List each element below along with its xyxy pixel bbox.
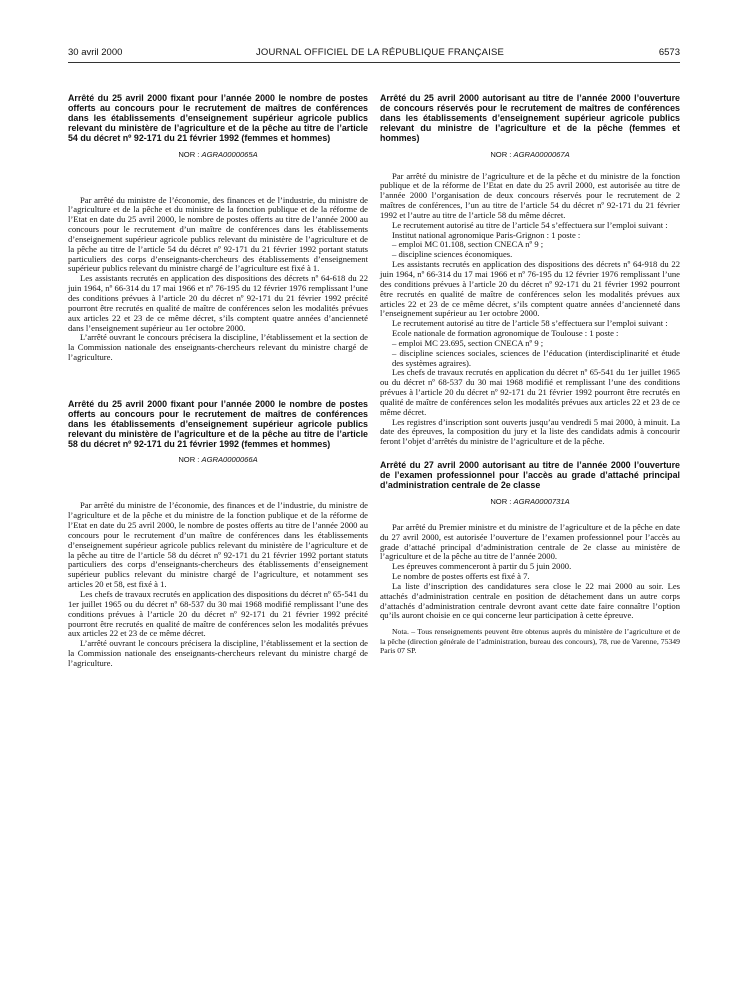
article-4	[380, 461, 680, 655]
article-1	[68, 94, 368, 363]
article-1-nor	[68, 150, 368, 160]
nor-code: AGRA0000731A	[513, 496, 570, 506]
article-4-paragraph: Les épreuves commenceront à partir du 5 juin 2000.	[392, 561, 572, 572]
article-2	[68, 400, 368, 669]
article-3-list-item: Institut national agronomique Paris-Grignon : 1 poste :	[392, 229, 581, 240]
right-column	[380, 94, 680, 655]
article-4-paragraph: La liste d’inscription des candidatures sera close le 22 mai 2000 au soir. Les attachés d’administration centrale en position de détachement dans un autre corps d’attachés d’administration centrale devront avant cette date faire connaître l’option qu’ils auront choisie en ce qui concerne leur participation à cette épreuve.	[380, 580, 680, 621]
article-3-list-item: – emploi MC 23.695, section CNECA nº 9 ;	[392, 337, 544, 348]
article-3-list-item: Ecole nationale de formation agronomique de Toulouse : 1 poste :	[392, 328, 619, 339]
article-2-paragraph: Par arrêté du ministre de l’économie, des finances et de l’industrie, du ministre de l’agriculture et de la pêche et du ministre de la fonction publique et de la réforme de l’Etat en date du 25 avril 2000, le nombre de postes offerts au titre de l’année 2000 au concours pour le recrutement d’un maître de conférences dans les établissements d’enseignement supérieur agricole publics relevant du ministère de l’agriculture et de la pêche au titre de l’article 58 du décret nº 92-171 du 21 février 1992 portant statuts particuliers des corps d’enseignants-chercheurs des établissements d’enseignement supérieur publics relevant du ministre chargé de l’agriculture, et notamment ses articles 20 et 58, est fixé à 1.	[68, 500, 368, 590]
article-3-paragraph: Le recrutement autorisé au titre de l’article 54 s’effectuera sur l’emploi suivant :	[392, 219, 668, 230]
article-3-list-item: – discipline sciences sociales, sciences de l’éducation (interdisciplinarité et étude des systèmes agraires).	[392, 347, 680, 368]
nor-code: AGRA0000066A	[201, 455, 258, 465]
article-1-paragraph: Par arrêté du ministre de l’économie, des finances et de l’industrie, du ministre de l’agriculture et de la pêche et du ministre de la fonction publique et de la réforme de l’Etat en date du 25 avril 2000, le nombre de postes offerts au titre de l’année 2000 au concours pour le recrutement d’un maître de conférences dans les établissements d’enseignement supérieur agricole publics relevant du ministère de l’agriculture et de la pêche au titre de l’article 54 du décret nº 92-171 du 21 février 1992 portant statuts particuliers des corps d’enseignants-chercheurs des établissements d’enseignement supérieur publics relevant du ministre chargé de l’agriculture est fixé à 1.	[68, 194, 368, 274]
article-2-paragraph: Les chefs de travaux recrutés en application des dispositions du décret nº 65-541 du 1er juillet 1965 ou du décret nº 68-537 du 30 mai 1968 modifié remplissant l’une des conditions prévues à l’article 20 du décret nº 92-171 du 21 février 1992 précité pourront être recrutés en qualité de maître de conférences selon les modalités prévues aux articles 22 et 23 de ce même décret.	[68, 589, 368, 639]
nor-label: NOR :	[490, 496, 514, 506]
article-3-paragraph: Les chefs de travaux recrutés en application du décret nº 65-541 du 1er juillet 1965 ou du décret nº 68-537 du 30 mai 1968 modifié et remplissant l’une des conditions prévues à l’article 20 du décret nº 92-171 du 21 février 1992 pourront être recrutés en qualité de maître de conférences selon les modalités prévues aux articles 22 et 23 de ce même décret.	[380, 367, 680, 417]
article-3-paragraph: Par arrêté du ministre de l’agriculture et de la pêche et du ministre de la fonction publique et de la réforme de l’Etat en date du 25 avril 2000, est autorisée au titre de l’année 2000 l’organisation de deux concours réservés pour le recrutement de 2 maîtres de conférences, l’un au titre de l’article 54 du décret nº 92-171 du 21 février 1992 et l’autre au titre de l’article 58 du même décret.	[380, 170, 680, 220]
article-3-paragraph: Le recrutement autorisé au titre de l’article 58 s’effectuera sur l’emploi suivant :	[392, 318, 668, 329]
article-2-nor	[68, 455, 368, 465]
article-1-paragraph: Les assistants recrutés en application des dispositions des décrets nº 64-618 du 22 juin 1964, nº 66-314 du 17 mai 1966 et nº 76-195 du 12 février 1976 remplissant l’une des conditions prévues à l’article 20 du décret nº 92-171 du 21 février 1992 précité pourront être recrutés en qualité de maître de conférences selon les modalités prévues aux articles 22 et 23 de ce même décret, s’ils comptent quatre années d’ancienneté dans l’enseignement supérieur au 1er octobre 2000.	[68, 273, 368, 333]
article-4-title: Arrêté du 27 avril 2000 autorisant au titre de l’année 2000 l’ouverture de l’examen professionnel pour l’accès au grade d’attaché principal d’administration centrale de 2e classe	[380, 460, 680, 490]
article-2-title: Arrêté du 25 avril 2000 fixant pour l’année 2000 le nombre de postes offerts au concours pour le recrutement de maîtres de conférences dans les établissements d’enseignement supérieur agricole publics relevant du ministère de l’agriculture et de la pêche au titre de l’article 58 du décret nº 92-171 du 21 février 1992 (femmes et hommes)	[68, 398, 368, 449]
nor-code: AGRA0000067A	[513, 149, 570, 159]
header-date: 30 avril 2000	[68, 47, 123, 58]
article-4-paragraph: Le nombre de postes offerts est fixé à 7.	[392, 571, 530, 582]
header-rule	[68, 62, 680, 63]
article-3-list-item: – emploi MC 01.108, section CNECA nº 9 ;	[392, 239, 544, 250]
article-3-list-item: – discipline sciences économiques.	[392, 249, 513, 260]
article-3-title: Arrêté du 25 avril 2000 autorisant au titre de l’année 2000 l’ouverture de concours réservés pour le recrutement de maîtres de conférences dans les établissements d’enseignement supérieur agricole publics relevant du ministre de l’agriculture et de la pêche (femmes et hommes)	[380, 93, 680, 143]
nor-label: NOR :	[178, 149, 202, 159]
nor-code: AGRA0000065A	[201, 149, 258, 159]
left-column	[68, 94, 368, 669]
article-1-paragraph: L’arrêté ouvrant le concours précisera la discipline, l’établissement et la section de la Commission nationale des enseignants-chercheurs relevant du ministre chargé de l’agriculture.	[68, 332, 368, 363]
article-3-paragraph: Les registres d’inscription sont ouverts jusqu’au vendredi 5 mai 2000, à minuit. La date des épreuves, la composition du jury et la liste des candidats admis à concourir feront l’objet d’arrêtés du ministre de l’agriculture et de la pêche.	[380, 416, 680, 447]
header-journal-title: JOURNAL OFFICIEL DE LA RÉPUBLIQUE FRANÇAISE	[255, 47, 505, 58]
header-page-number: 6573	[658, 47, 680, 58]
nor-label: NOR :	[178, 455, 202, 465]
article-4-note: Nota. – Tous renseignements peuvent être obtenus auprès du ministère de l’agriculture et de la pêche (direction générale de l’administration, bureau des concours), 78, rue de Varenne, 75349 Paris 07 SP.	[380, 627, 680, 655]
article-4-paragraph: Par arrêté du Premier ministre et du ministre de l’agriculture et de la pêche en date du 27 avril 2000, est autorisée l’ouverture de l’examen professionnel pour l’accès au grade d’attaché principal d’administration centrale de 2e classe au ministère de l’agriculture et de la pêche au titre de l’année 2000.	[380, 521, 680, 562]
article-3-paragraph: Les assistants recrutés en application des dispositions des décrets nº 64-918 du 22 juin 1964, nº 66-314 du 17 mai 1966 et nº 76-195 du 12 février 1976 remplissant l’une des conditions prévues à l’article 20 du décret nº 92-171 du 21 février 1992 pourront être recrutés en qualité de maître de conférences selon les modalités prévues aux articles 22 et 23 de ce même décret, s’ils comptent quatre années d’ancienneté dans l’enseignement supérieur au 1er octobre 2000.	[380, 259, 680, 319]
article-3	[380, 94, 680, 447]
article-1-title: Arrêté du 25 avril 2000 fixant pour l’année 2000 le nombre de postes offerts au concours pour le recrutement de maîtres de conférences dans les établissements d’enseignement supérieur agricole publics relevant du ministère de l’agriculture et de la pêche au titre de l’article 54 du décret nº 92-171 du 21 février 1992 (femmes et hommes)	[68, 93, 368, 143]
nor-label: NOR :	[490, 149, 514, 159]
article-3-nor	[380, 150, 680, 160]
article-4-nor	[380, 497, 680, 507]
article-2-paragraph: L’arrêté ouvrant le concours précisera la discipline, l’établissement et la section de la Commission nationale des enseignants-chercheurs relevant du ministre chargé de l’agriculture.	[68, 638, 368, 668]
